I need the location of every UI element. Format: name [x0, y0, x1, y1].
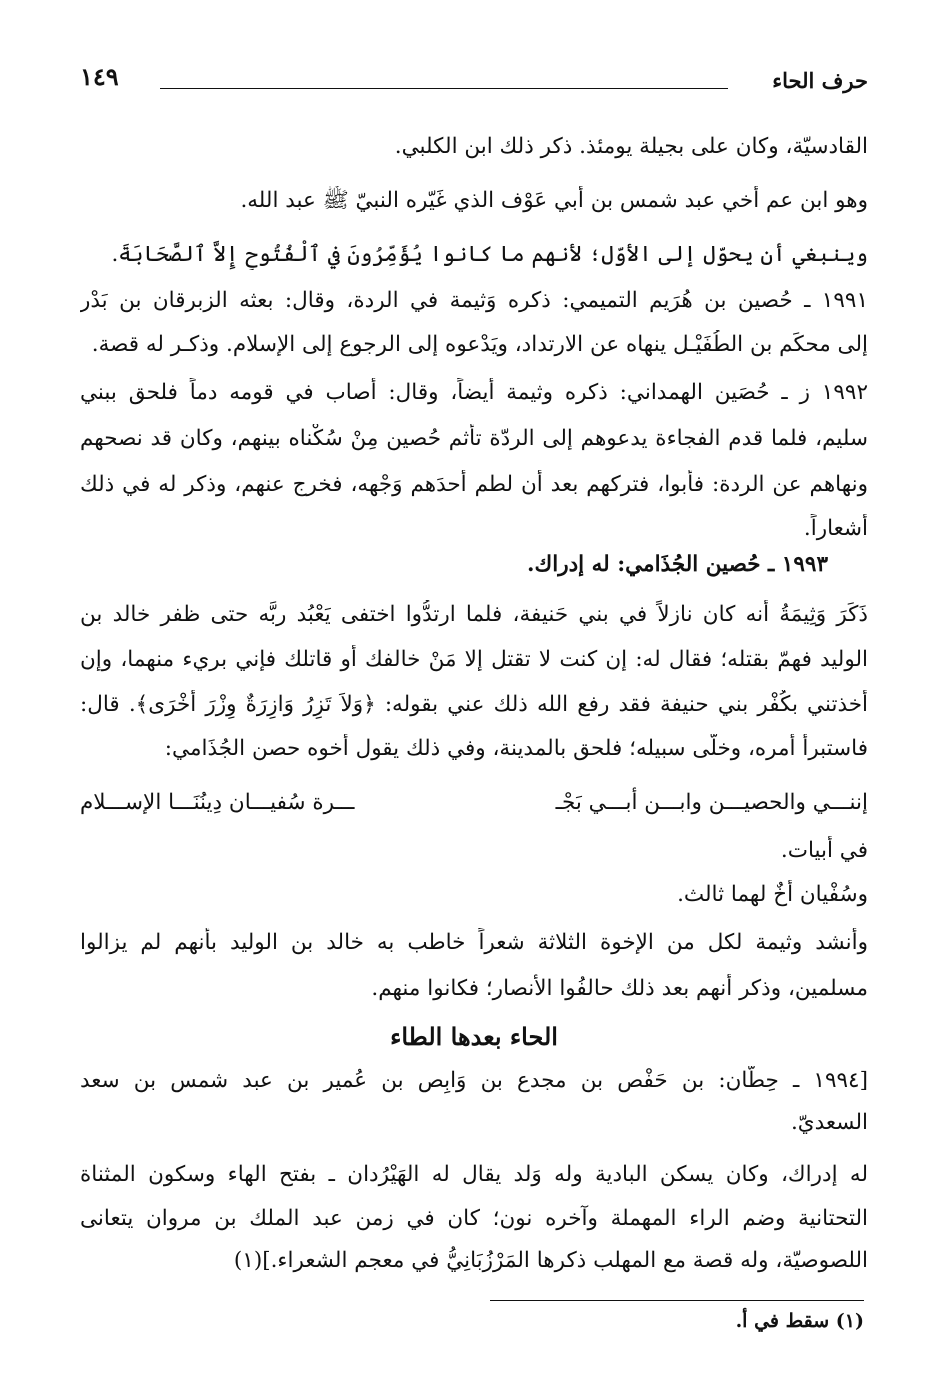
- text-line: أشعاراً.: [803, 516, 868, 541]
- text-line: ذَكَرَ وَثِيمَةُ أنه كان نازلاً في بني حَنيفة، فلما ارتدُّوا اختفى يَعْبُد ربَّه حتى ظفر خالد بن: [80, 602, 868, 627]
- text-line: إلى محكَم بن الطُفَيْـل ينهاه عن الارتداد، ويَدْعوه إلى الرجوع إلى الإسلام. وذكـر له قصة.: [91, 332, 868, 357]
- text-line: السعديّ.: [790, 1110, 868, 1135]
- text-line: ونهاهم عن الردة: فأبوا، فتركهم بعد أن لطم أحدَهم وَجْهه، فخرج عنهم، وذكر له في ذلك: [80, 472, 868, 497]
- text-line: القادسيّة، وكان على بجيلة يومئذ. ذكر ذلك ابن الكلبي.: [394, 134, 868, 159]
- text-line: وهو ابن عم أخي عبد شمس بن أبي عَوْف الذي غَيّره النبيّ ﷺ عبد الله.: [240, 188, 868, 213]
- page-number: ١٤٩: [80, 62, 119, 91]
- text-line: في أبيات.: [780, 838, 868, 863]
- entry-1993-line: ١٩٩٣ ـ حُصين الجُذَامي: له إدراك.: [527, 552, 828, 577]
- section-heading: الحاء بعدها الطاء: [390, 1022, 558, 1051]
- entry-1991-line: ١٩٩١ ـ حُصين بن هُرَيم التميمي: ذكره وَثيمة في الردة، وقال: بعثه الزبرقان بن بَدْر: [80, 288, 868, 313]
- header-rule: [160, 88, 728, 89]
- verse-hemistich-1: إننـــي والحصيـــن وابـــن أبـــي بَجْـ: [555, 790, 868, 815]
- text-line: أخذتني بكُفْر بني حنيفة فقد رفع الله ذلك عني بقوله: ﴿وَلاَ تَزِرُ وَازِرَةٌ وِزْرَ أُخْرَى﴾. قال:: [80, 692, 868, 717]
- text-line: وينبغي أن يحوّل إلى الأوّل؛ لأنهم ما كانوا يُؤَمِّرُونَ في ٱلْفُتُوحِ إِلاَّ ٱلصَّحَابَةَ.: [111, 242, 868, 267]
- text-line: التحتانية وضم الراء المهملة وآخره نون؛ كان في زمن عبد الملك بن مروان يتعانى: [80, 1206, 868, 1231]
- text-line: الوليد فهمّ بقتله؛ فقال له: إن كنت لا تقتل إلا مَنْ خالفك أو قاتلك فإني بريء منهما، وإن: [80, 647, 868, 672]
- footnote-rule: [490, 1300, 864, 1301]
- entry-1992-line: ١٩٩٢ ز ـ حُصَين الهمداني: ذكره وثيمة أيضاً، وقال: أصاب في قومه دماً فلحق ببني: [80, 380, 868, 405]
- entry-1994-line: [١٩٩٤ ـ حِطَّان: بن حَفْص بن مجدع بن وَابِص بن عُمير بن عبد شمس بن سعد: [80, 1068, 868, 1093]
- text-line: له إدراك، وكان يسكن البادية وله وَلد يقال له الهَيْرُدان ـ بفتح الهاء وسكون المثناة: [80, 1162, 868, 1187]
- text-line: اللصوصيّة، وله قصة مع المهلب ذكرها المَرْزُبَانِيُّ في معجم الشعراء.](١): [233, 1248, 868, 1273]
- running-header: [80, 62, 868, 102]
- text-line: وأنشد وثيمة لكل من الإخوة الثلاثة شعراً خاطب به خالد بن الوليد بأنهم لم يزالوا: [80, 930, 868, 955]
- text-line: فاستبرأ أمره، وخلّى سبيله؛ فلحق بالمدينة، وفي ذلك يقول أخوه حصن الجُذَامي:: [164, 736, 868, 761]
- text-line: مسلمين، وذكر أنهم بعد ذلك حالفُوا الأنصار؛ فكانوا منهم.: [371, 976, 868, 1001]
- verse-hemistich-2: ـــرة سُفيـــان دِينُنَـــا الإســـلام: [80, 790, 355, 815]
- footnote: (١) سقط في أ.: [735, 1310, 864, 1332]
- text-line: سليم، فلما قدم الفجاءة يدعوهم إلى الردّة تأثم حُصين مِنْ سُكْناه بينهم، وكان قد نصحهم: [80, 426, 868, 451]
- header-title: حرف الحاء: [772, 68, 868, 93]
- text-line: وسُفْيان أَخٌ لهما ثالث.: [677, 882, 868, 907]
